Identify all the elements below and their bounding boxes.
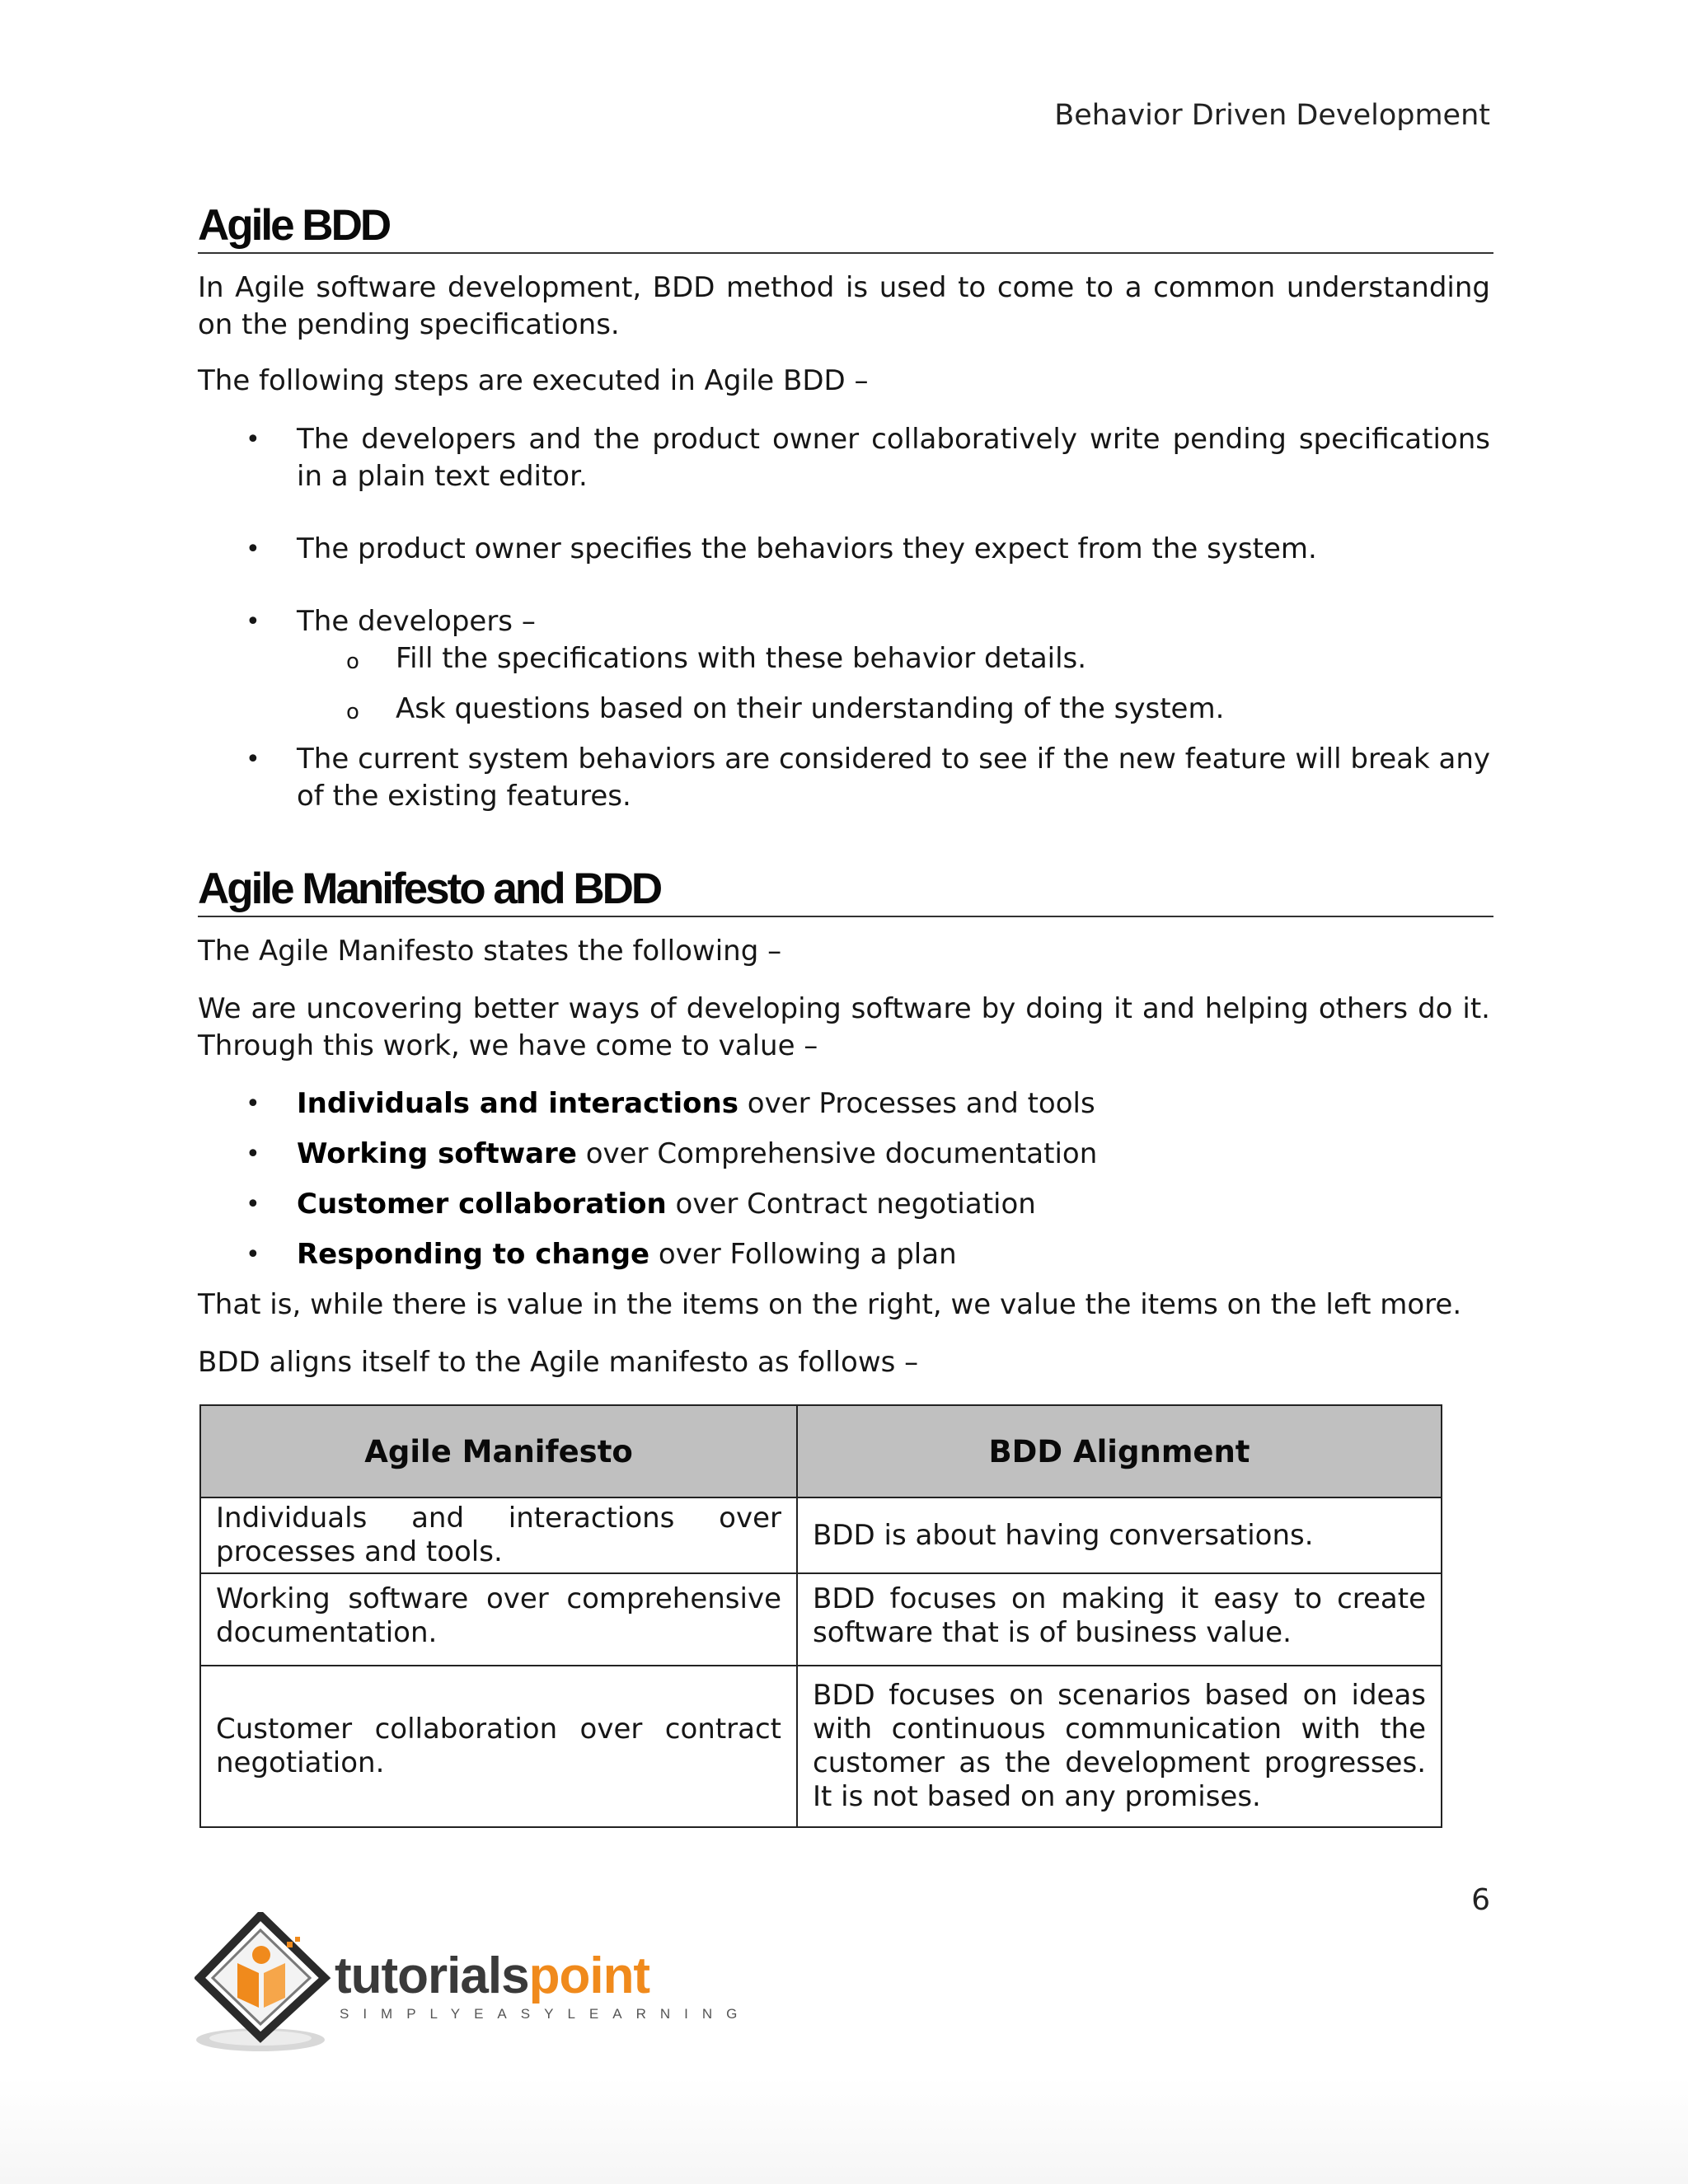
table-cell: Individuals and interactions over processes and tools. xyxy=(200,1497,797,1573)
title-underline xyxy=(198,916,1493,917)
bullet-icon: • xyxy=(246,1090,260,1118)
bullet-icon: • xyxy=(246,1240,260,1269)
column-header: Agile Manifesto xyxy=(200,1405,797,1497)
table-row xyxy=(200,1497,1442,1573)
section-title-agile-manifesto: Agile Manifesto and BDD xyxy=(198,865,661,913)
bullet-icon: • xyxy=(246,745,260,774)
circle-bullet-icon: o xyxy=(346,700,359,724)
logo-tagline: SIMPLYEASYLEARNING xyxy=(340,2006,752,2022)
tutorialspoint-logo xyxy=(195,1912,752,2056)
sub-list xyxy=(297,640,1490,728)
running-header: Behavior Driven Development xyxy=(1054,99,1490,132)
list-item: • The current system behaviors are considered to see if the new feature will break any of the existing features. xyxy=(246,743,1490,813)
summary-paragraph: That is, while there is value in the items on the right, we value the items on the left more. xyxy=(198,1288,1462,1321)
table-header-row xyxy=(200,1405,1442,1497)
table-cell: BDD focuses on scenarios based on ideas with continuous communication with the customer as the development progresses. It is not based on any promises. xyxy=(797,1666,1442,1827)
bullet-icon: • xyxy=(246,535,260,564)
list-item: • The developers and the product owner collaboratively write pending specifications in a plain text editor. xyxy=(246,423,1490,493)
alignment-table xyxy=(199,1404,1442,1828)
sub-list-item: o Ask questions based on their understanding of the system. xyxy=(297,691,1490,728)
list-item: • The product owner specifies the behaviors they expect from the system. xyxy=(198,531,1490,568)
steps-lead: The following steps are executed in Agile BDD – xyxy=(198,364,869,397)
manifesto-paragraph: We are uncovering better ways of developing software by doing it and helping others do it. Through this work, we have come to value – xyxy=(198,992,1490,1062)
logo-wordmark: tutorialspoint xyxy=(335,1947,650,2004)
table-cell: Customer collaboration over contract negotiation. xyxy=(200,1666,797,1827)
section-title-agile-bdd: Agile BDD xyxy=(198,201,390,250)
list-item: • Responding to change over Following a plan xyxy=(198,1236,1490,1273)
list-item: • Working software over Comprehensive documentation xyxy=(198,1136,1490,1173)
page-footer-shade xyxy=(0,2077,1688,2184)
bullet-icon: • xyxy=(246,1190,260,1219)
table-cell: BDD is about having conversations. xyxy=(797,1497,1442,1573)
table-row xyxy=(200,1573,1442,1666)
table-cell: Working software over comprehensive documentation. xyxy=(200,1573,797,1666)
table-cell: BDD focuses on making it easy to create software that is of business value. xyxy=(797,1573,1442,1666)
table-lead: BDD aligns itself to the Agile manifesto as follows – xyxy=(198,1346,919,1379)
column-header: BDD Alignment xyxy=(797,1405,1442,1497)
page-number: 6 xyxy=(1471,1883,1490,1917)
list-item: • Customer collaboration over Contract negotiation xyxy=(198,1186,1490,1223)
list-item: • The developers – o Fill the specifications with these behavior details. o Ask questions based on their understanding of the system. xyxy=(198,603,1490,728)
logo-mark-icon xyxy=(195,1912,335,2056)
manifesto-lead: The Agile Manifesto states the following – xyxy=(198,935,782,968)
sub-list-item: o Fill the specifications with these behavior details. xyxy=(297,640,1490,677)
steps-list xyxy=(198,421,1490,815)
bullet-icon: • xyxy=(246,1140,260,1169)
bullet-icon: • xyxy=(246,425,260,454)
bullet-icon: • xyxy=(246,607,260,636)
intro-paragraph: In Agile software development, BDD method is used to come to a common understanding on the pending specifications. xyxy=(198,271,1490,341)
values-list xyxy=(198,1085,1490,1273)
table-row xyxy=(200,1666,1442,1827)
circle-bullet-icon: o xyxy=(346,649,359,674)
title-underline xyxy=(198,252,1493,254)
list-item: • Individuals and interactions over Processes and tools xyxy=(198,1085,1490,1122)
